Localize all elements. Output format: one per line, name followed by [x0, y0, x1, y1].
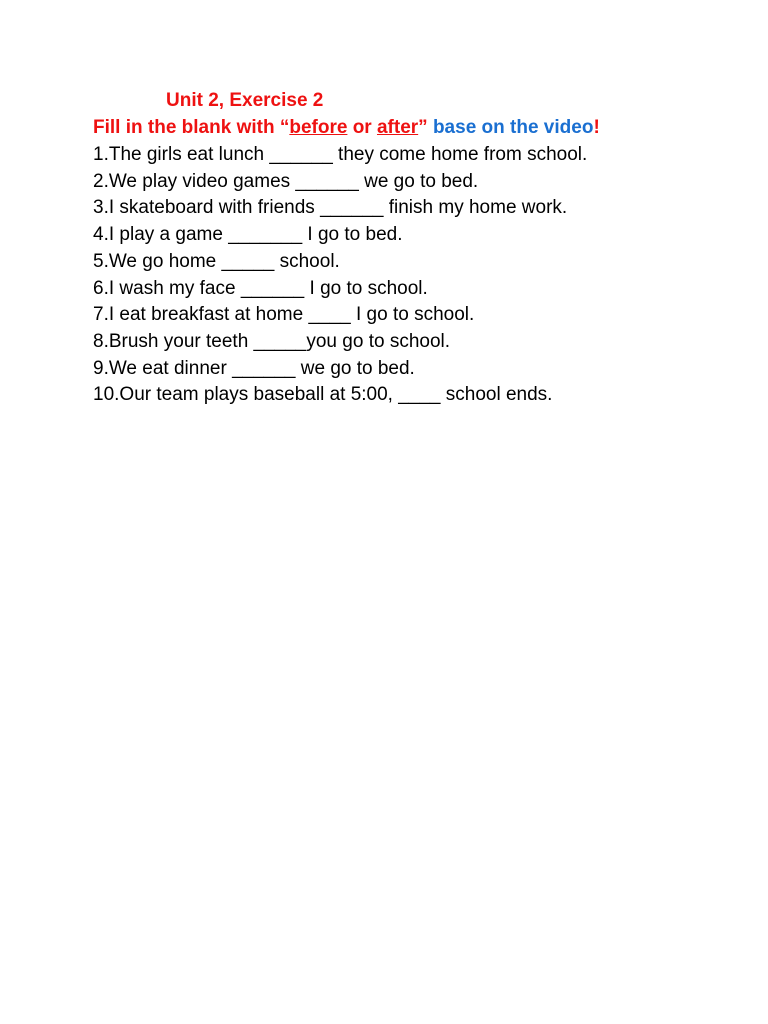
sentence-item: 7.I eat breakfast at home ____ I go to school.	[93, 304, 475, 326]
sentence-item: 1.The girls eat lunch ______ they come home from school.	[93, 144, 588, 165]
exercise-instruction	[93, 115, 600, 141]
instruction-text: Fill in the blank with “	[93, 117, 290, 138]
instruction-text: or	[347, 117, 377, 138]
sentence-list	[93, 142, 587, 409]
sentence-item: 4.I play a game _______ I go to bed.	[93, 224, 403, 246]
instruction-word-before: before	[289, 117, 348, 138]
instruction-word-after: after	[376, 117, 419, 138]
sentence-item: 9.We eat dinner ______ we go to bed.	[93, 357, 415, 379]
sentence-item: 2.We play video games ______ we go to bed.	[93, 170, 479, 192]
sentence-item: 8.Brush your teeth _____you go to school.	[93, 330, 451, 352]
sentence-item: 3.I skateboard with friends ______ finish my home work.	[93, 197, 568, 219]
instruction-text: ”	[418, 117, 433, 138]
sentence-item: 10.Our team plays baseball at 5:00, ____ school ends.	[93, 384, 553, 406]
instruction-text-video: base on the video	[432, 117, 594, 138]
instruction-exclamation: !	[593, 117, 600, 138]
sentence-item: 6.I wash my face ______ I go to school.	[93, 277, 428, 299]
exercise-title: Unit 2, Exercise 2	[166, 90, 324, 111]
sentence-item: 5.We go home _____ school.	[93, 250, 340, 272]
